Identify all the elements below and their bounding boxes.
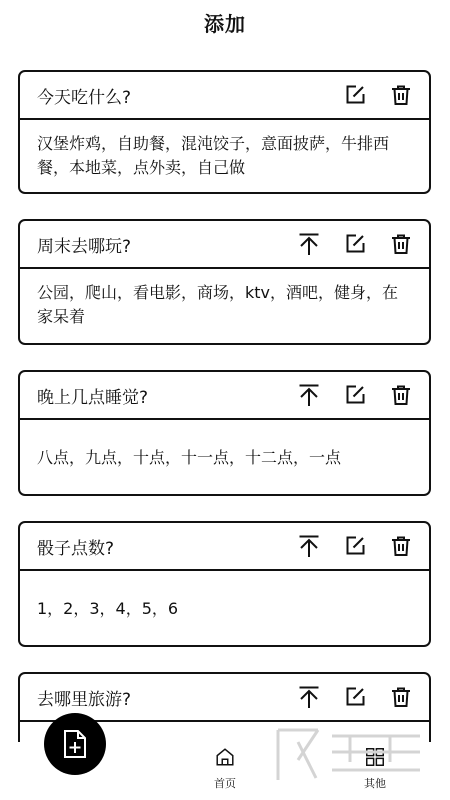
- pin-top-button[interactable]: [297, 383, 321, 407]
- card-actions: [275, 534, 413, 558]
- card-title: 周末去哪玩?: [37, 236, 132, 257]
- question-card: [18, 370, 431, 496]
- card-header: [20, 72, 429, 120]
- nav-other-label: 其他: [364, 777, 386, 790]
- delete-button[interactable]: [389, 232, 413, 256]
- card-actions: [321, 83, 413, 107]
- app-header: [0, 0, 450, 44]
- nav-other[interactable]: [345, 744, 405, 798]
- card-content: 1，2，3，4，5，6: [37, 599, 179, 618]
- delete-button[interactable]: [389, 685, 413, 709]
- edit-button[interactable]: [343, 534, 367, 558]
- nav-home-label: 首页: [214, 777, 236, 790]
- card-content: 公园，爬山，看电影，商场，ktv，酒吧，健身，在家呆着: [37, 283, 399, 326]
- edit-icon: [343, 383, 367, 407]
- card-title: 去哪里旅游?: [37, 689, 132, 710]
- card-title: 今天吃什么?: [37, 87, 132, 108]
- pin-top-icon: [297, 383, 321, 407]
- pin-top-icon: [297, 232, 321, 256]
- edit-icon: [343, 232, 367, 256]
- delete-button[interactable]: [389, 383, 413, 407]
- edit-icon: [343, 685, 367, 709]
- card-title: 晚上几点睡觉?: [37, 387, 149, 408]
- home-icon: [214, 746, 236, 768]
- trash-icon: [389, 383, 413, 407]
- card-actions: [275, 685, 413, 709]
- add-question-button[interactable]: [44, 713, 106, 775]
- pin-top-button[interactable]: [297, 685, 321, 709]
- card-header: [20, 221, 429, 269]
- trash-icon: [389, 534, 413, 558]
- card-content: 汉堡炸鸡，自助餐，混沌饺子，意面披萨，牛排西餐，本地菜，点外卖，自己做: [37, 134, 390, 177]
- delete-button[interactable]: [389, 534, 413, 558]
- pin-top-icon: [297, 685, 321, 709]
- card-header: [20, 372, 429, 420]
- card-content: 八点，九点，十点，十一点，十二点，一点: [37, 448, 342, 467]
- grid-icon: [364, 746, 386, 768]
- add-file-icon: [62, 729, 88, 759]
- card-actions: [275, 232, 413, 256]
- trash-icon: [389, 83, 413, 107]
- pin-top-icon: [297, 534, 321, 558]
- question-card: [18, 521, 431, 647]
- question-card: [18, 70, 431, 194]
- card-title: 骰子点数?: [37, 538, 115, 559]
- trash-icon: [389, 232, 413, 256]
- question-list[interactable]: [0, 70, 450, 742]
- edit-button[interactable]: [343, 232, 367, 256]
- edit-icon: [343, 534, 367, 558]
- pin-top-button[interactable]: [297, 534, 321, 558]
- question-card: [18, 219, 431, 345]
- edit-icon: [343, 83, 367, 107]
- edit-button[interactable]: [343, 685, 367, 709]
- delete-button[interactable]: [389, 83, 413, 107]
- page-title: 添加: [204, 11, 246, 36]
- edit-button[interactable]: [343, 383, 367, 407]
- edit-button[interactable]: [343, 83, 367, 107]
- card-header: [20, 523, 429, 571]
- card-actions: [275, 383, 413, 407]
- trash-icon: [389, 685, 413, 709]
- pin-top-button[interactable]: [297, 232, 321, 256]
- nav-home[interactable]: [195, 744, 255, 798]
